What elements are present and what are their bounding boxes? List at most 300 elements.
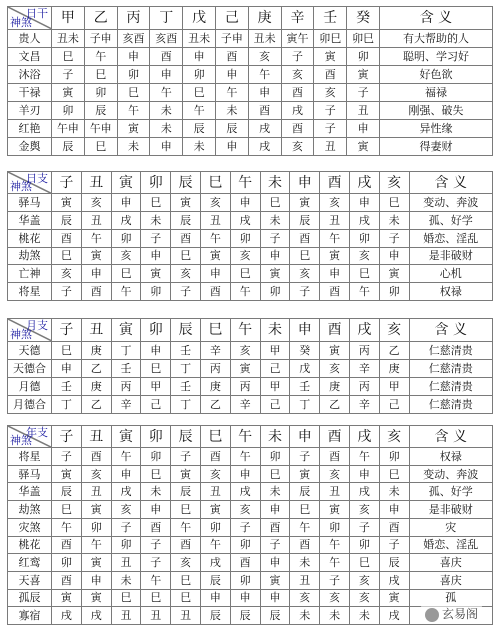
table-cell: 酉: [379, 518, 409, 536]
column-header: 申: [290, 426, 320, 448]
table-cell: 申: [117, 47, 150, 65]
row-meaning: 刚强、破失: [379, 101, 492, 119]
table-cell: 寅: [379, 265, 409, 283]
table-cell: 乙: [81, 359, 111, 377]
corner-bottom-label: 神煞: [10, 180, 32, 194]
row-name: 干禄: [8, 83, 52, 101]
table-cell: 酉: [200, 283, 230, 301]
column-header: 午: [230, 426, 260, 448]
column-header: 未: [260, 319, 290, 342]
column-header: 子: [52, 426, 82, 448]
table-cell: 申: [183, 47, 216, 65]
row-meaning: 福禄: [379, 83, 492, 101]
table-cell: 酉: [281, 119, 314, 137]
table-cell: 丙: [349, 377, 379, 395]
row-name: 天喜: [8, 571, 52, 589]
table-cell: 酉: [81, 283, 111, 301]
table-cell: 寅: [81, 589, 111, 607]
corner-bottom-label: 神煞: [10, 327, 32, 341]
table-cell: 亥: [111, 501, 141, 519]
row-meaning: 孤: [409, 589, 492, 607]
table-row: [8, 137, 493, 155]
row-meaning: 孤、好学: [409, 212, 492, 230]
table-cell: 子: [141, 554, 171, 572]
table-cell: 午: [200, 229, 230, 247]
table-row: [8, 377, 493, 395]
table-cell: 丁: [171, 395, 201, 413]
corner-top-label: 日支: [26, 172, 48, 185]
watermark: 玄易阁: [421, 604, 482, 623]
table-cell: 申: [141, 247, 171, 265]
table-cell: 未: [141, 212, 171, 230]
table-cell: 寅: [52, 465, 82, 483]
table-cell: 午: [150, 83, 183, 101]
table-cell: 午: [320, 554, 350, 572]
table-cell: 戌: [111, 212, 141, 230]
column-header: 卯: [141, 319, 171, 342]
table-row: [8, 465, 493, 483]
table-cell: 寅: [290, 465, 320, 483]
table-cell: 丑: [81, 212, 111, 230]
row-name: 华盖: [8, 212, 52, 230]
table-cell: 酉: [52, 229, 82, 247]
column-header: 辰: [171, 172, 201, 194]
table-cell: 酉: [215, 47, 248, 65]
table-cell: 巳: [141, 359, 171, 377]
corner-cell: [8, 319, 52, 342]
table-cell: 寅: [117, 119, 150, 137]
table-cell: 辰: [171, 212, 201, 230]
table-cell: 未: [111, 571, 141, 589]
account-logo-icon: [425, 608, 439, 622]
table-cell: 戌: [200, 554, 230, 572]
table-cell: 子: [281, 47, 314, 65]
row-name: 将星: [8, 283, 52, 301]
table-cell: 卯: [183, 65, 216, 83]
table-cell: 亥: [230, 501, 260, 519]
table-cell: 卯: [81, 518, 111, 536]
section-day-branch: [7, 171, 493, 301]
table-cell: 甲: [379, 377, 409, 395]
table-cell: 己: [141, 395, 171, 413]
table-cell: 戌: [349, 212, 379, 230]
table-cell: 申: [230, 194, 260, 212]
table-cell: 巳: [111, 589, 141, 607]
table-row: [8, 589, 493, 607]
table-cell: 乙: [379, 341, 409, 359]
table-cell: 午: [349, 283, 379, 301]
table-cell: 壬: [290, 377, 320, 395]
table-cell: 卯: [230, 571, 260, 589]
table-cell: 巳: [349, 554, 379, 572]
row-name: 红艳: [8, 119, 52, 137]
column-header: 辛: [281, 7, 314, 30]
table-cell: 丑: [171, 607, 201, 625]
table-cell: 申: [111, 194, 141, 212]
column-header: 未: [260, 426, 290, 448]
meaning-header: 含 义: [409, 319, 492, 342]
table-cell: 申: [260, 501, 290, 519]
column-header: 亥: [379, 172, 409, 194]
table-cell: 辰: [84, 101, 117, 119]
table-cell: 丑: [290, 571, 320, 589]
table-cell: 亥: [230, 247, 260, 265]
table-cell: 戌: [81, 607, 111, 625]
table-cell: 卯: [349, 229, 379, 247]
table-cell: 亥: [349, 247, 379, 265]
column-header: 己: [215, 7, 248, 30]
table-cell: 卯: [200, 518, 230, 536]
table-cell: 卯: [379, 448, 409, 466]
table-cell: 寅: [260, 265, 290, 283]
table-cell: 丙: [230, 377, 260, 395]
table-cell: 子: [141, 536, 171, 554]
table-cell: 午: [81, 229, 111, 247]
table-cell: 巳: [52, 247, 82, 265]
table-cell: 寅: [171, 465, 201, 483]
table-cell: 辰: [260, 607, 290, 625]
table-cell: 丑: [314, 137, 347, 155]
table-cell: 巳: [52, 501, 82, 519]
column-header: 丑: [81, 426, 111, 448]
table-cell: 酉: [281, 83, 314, 101]
table-cell: 巳: [111, 265, 141, 283]
table-cell: 亥: [200, 194, 230, 212]
table-cell: 壬: [111, 359, 141, 377]
table-cell: 寅: [200, 501, 230, 519]
table-cell: 申: [320, 265, 350, 283]
table-row: [8, 536, 493, 554]
table-cell: 酉: [290, 536, 320, 554]
table-cell: 辰: [379, 554, 409, 572]
column-header: 子: [52, 319, 82, 342]
column-header: 卯: [141, 426, 171, 448]
table-cell: 辰: [52, 483, 82, 501]
table-cell: 未: [260, 483, 290, 501]
table-cell: 巳: [141, 589, 171, 607]
corner-cell: [8, 172, 52, 194]
table-cell: 戊: [290, 359, 320, 377]
column-header: 酉: [320, 319, 350, 342]
table-cell: 申: [260, 589, 290, 607]
section-month-branch: [7, 318, 493, 414]
table-cell: 乙: [81, 395, 111, 413]
corner-cell: [8, 7, 52, 30]
column-header: 卯: [141, 172, 171, 194]
table-cell: 庚: [81, 341, 111, 359]
table-cell: 午: [183, 101, 216, 119]
meaning-header: 含 义: [409, 426, 492, 448]
table-cell: 巳: [117, 83, 150, 101]
table-cell: 亥: [281, 65, 314, 83]
table-cell: 卯: [141, 448, 171, 466]
corner-top-label: 日干: [26, 7, 48, 20]
table-cell: 巳: [183, 83, 216, 101]
section-year-branch: [7, 425, 493, 625]
table-cell: 亥: [349, 571, 379, 589]
table-row: [8, 607, 493, 625]
row-name: 金舆: [8, 137, 52, 155]
table-cell: 戌: [248, 137, 281, 155]
column-header: 申: [290, 319, 320, 342]
table-cell: 亥: [290, 589, 320, 607]
table-cell: 辰: [215, 119, 248, 137]
table-cell: 未: [379, 212, 409, 230]
table-cell: 酉: [320, 283, 350, 301]
table-cell: 卯巳: [347, 29, 380, 47]
table-cell: 卯: [111, 536, 141, 554]
table-row: [8, 229, 493, 247]
row-meaning: 异性缘: [379, 119, 492, 137]
table-row: [8, 395, 493, 413]
table-cell: 未: [349, 607, 379, 625]
row-meaning: 变动、奔波: [409, 194, 492, 212]
table-cell: 申: [215, 65, 248, 83]
row-meaning: 是非破财: [409, 247, 492, 265]
table-cell: 午: [111, 448, 141, 466]
table-cell: 壬: [52, 377, 82, 395]
table-cell: 辰: [200, 607, 230, 625]
section-day-stem: [7, 6, 493, 156]
table-cell: 子: [379, 536, 409, 554]
row-name: 贵人: [8, 29, 52, 47]
table-cell: 子: [347, 83, 380, 101]
table-cell: 卯: [52, 101, 85, 119]
table-cell: 子: [141, 229, 171, 247]
corner-bottom-label: 神煞: [10, 434, 32, 448]
table-row: [8, 518, 493, 536]
header-row: [8, 172, 493, 194]
table-cell: 辰: [52, 212, 82, 230]
row-meaning: 仁慈清贵: [409, 341, 492, 359]
table-cell: 丑: [200, 212, 230, 230]
table-cell: 申: [260, 554, 290, 572]
table-cell: 午: [320, 536, 350, 554]
table-cell: 丑: [320, 483, 350, 501]
table-cell: 子: [260, 536, 290, 554]
table-cell: 卯: [320, 518, 350, 536]
table-cell: 午: [117, 101, 150, 119]
row-meaning: 喜庆: [409, 554, 492, 572]
table-cell: 子: [171, 448, 201, 466]
row-meaning: 有大帮助的人: [379, 29, 492, 47]
meaning-header: 含 义: [409, 172, 492, 194]
table-cell: 酉: [52, 536, 82, 554]
row-meaning: 孤、好学: [409, 483, 492, 501]
table-cell: 申: [150, 137, 183, 155]
table-cell: 巳: [171, 589, 201, 607]
table-row: [8, 501, 493, 519]
table-cell: 卯: [117, 65, 150, 83]
table-cell: 庚: [200, 377, 230, 395]
table-cell: 未: [141, 483, 171, 501]
table-cell: 子: [111, 518, 141, 536]
row-name: 桃花: [8, 229, 52, 247]
table-cell: 寅: [81, 501, 111, 519]
table-cell: 酉: [81, 448, 111, 466]
table-cell: 巳: [171, 501, 201, 519]
table-cell: 午: [320, 229, 350, 247]
row-name: 劫煞: [8, 247, 52, 265]
table-cell: 寅: [260, 571, 290, 589]
table-cell: 庚: [379, 359, 409, 377]
column-header: 壬: [314, 7, 347, 30]
table-cell: 卯: [260, 283, 290, 301]
table-cell: 亥: [200, 465, 230, 483]
table-cell: 午: [84, 47, 117, 65]
column-header: 戌: [349, 172, 379, 194]
table-cell: 寅: [141, 265, 171, 283]
table-cell: 辰: [183, 119, 216, 137]
table-cell: 午: [215, 83, 248, 101]
table-cell: 未: [215, 101, 248, 119]
meaning-header: 含 义: [379, 7, 492, 30]
table-cell: 巳: [290, 247, 320, 265]
table-cell: 午: [290, 518, 320, 536]
table-cell: 亥: [290, 265, 320, 283]
table-cell: 巳: [84, 137, 117, 155]
row-meaning: 心机: [409, 265, 492, 283]
table-cell: 丙: [200, 359, 230, 377]
table-cell: 巳: [379, 465, 409, 483]
corner-top-label: 年支: [26, 426, 48, 439]
table-cell: 子: [52, 283, 82, 301]
table-cell: 申: [150, 65, 183, 83]
table-cell: 己: [379, 395, 409, 413]
row-name: 驿马: [8, 465, 52, 483]
row-name: 将星: [8, 448, 52, 466]
table-cell: 庚: [320, 377, 350, 395]
table-cell: 申: [230, 589, 260, 607]
table-cell: 辛: [349, 359, 379, 377]
table-cell: 未: [150, 101, 183, 119]
table-cell: 未: [260, 212, 290, 230]
table-cell: 申: [379, 501, 409, 519]
header-row: [8, 426, 493, 448]
table-cell: 午申: [52, 119, 85, 137]
table-cell: 子: [260, 229, 290, 247]
table-cell: 申: [200, 265, 230, 283]
column-header: 酉: [320, 172, 350, 194]
table-cell: 亥: [349, 501, 379, 519]
table-cell: 酉: [248, 101, 281, 119]
table-cell: 卯巳: [314, 29, 347, 47]
table-cell: 午: [81, 536, 111, 554]
row-name: 灾煞: [8, 518, 52, 536]
table-cell: 寅: [52, 83, 85, 101]
table-cell: 辰: [52, 137, 85, 155]
table-cell: 亥: [320, 465, 350, 483]
table-cell: 辛: [349, 395, 379, 413]
row-meaning: 聪明、学习好: [379, 47, 492, 65]
table-cell: 子: [349, 518, 379, 536]
header-row: [8, 319, 493, 342]
table-row: [8, 359, 493, 377]
table-cell: 巳: [171, 247, 201, 265]
column-header: 午: [230, 319, 260, 342]
table-cell: 卯: [349, 536, 379, 554]
table-cell: 卯: [141, 283, 171, 301]
table-cell: 子: [52, 448, 82, 466]
table-cell: 戌: [379, 607, 409, 625]
table-cell: 巳: [52, 341, 82, 359]
table-cell: 寅: [379, 589, 409, 607]
table-cell: 丁: [52, 395, 82, 413]
column-header: 戌: [349, 426, 379, 448]
table-cell: 戌: [230, 483, 260, 501]
table-row: [8, 47, 493, 65]
table-cell: 申: [379, 247, 409, 265]
column-header: 巳: [200, 172, 230, 194]
table-cell: 未: [290, 607, 320, 625]
table-cell: 卯: [84, 83, 117, 101]
table-cell: 戌: [349, 483, 379, 501]
table-cell: 子申: [84, 29, 117, 47]
row-meaning: 好色欲: [379, 65, 492, 83]
table-cell: 辛: [230, 395, 260, 413]
table-cell: 巳: [52, 47, 85, 65]
table-cell: 辛: [200, 341, 230, 359]
table-cell: 酉: [230, 554, 260, 572]
table-row: [8, 341, 493, 359]
column-header: 酉: [320, 426, 350, 448]
table-cell: 寅: [347, 137, 380, 155]
table-cell: 午: [349, 448, 379, 466]
table-cell: 辰: [171, 483, 201, 501]
table-cell: 丙: [349, 341, 379, 359]
table-row: [8, 571, 493, 589]
row-name: 华盖: [8, 483, 52, 501]
table-cell: 卯: [347, 47, 380, 65]
table-cell: 申: [349, 465, 379, 483]
column-header: 巳: [200, 426, 230, 448]
table-cell: 酉: [290, 229, 320, 247]
table-cell: 丑: [111, 607, 141, 625]
column-header: 亥: [379, 426, 409, 448]
row-meaning: 得妻财: [379, 137, 492, 155]
column-header: 戊: [183, 7, 216, 30]
table-cell: 酉: [150, 47, 183, 65]
row-name: 文昌: [8, 47, 52, 65]
table-cell: 辰: [200, 571, 230, 589]
table-row: [8, 448, 493, 466]
table-cell: 亥: [81, 465, 111, 483]
table-cell: 乙: [320, 395, 350, 413]
table-cell: 申: [141, 341, 171, 359]
table-cell: 申: [81, 265, 111, 283]
column-header: 午: [230, 172, 260, 194]
table-cell: 午: [141, 571, 171, 589]
table-cell: 寅: [290, 194, 320, 212]
column-header: 寅: [111, 172, 141, 194]
row-name: 红鸾: [8, 554, 52, 572]
table-cell: 卯: [379, 283, 409, 301]
table-cell: 亥: [248, 47, 281, 65]
row-meaning: 权禄: [409, 283, 492, 301]
table-cell: 寅: [347, 65, 380, 83]
column-header: 辰: [171, 426, 201, 448]
table-row: [8, 247, 493, 265]
table-row: [8, 101, 493, 119]
table-cell: 寅午: [281, 29, 314, 47]
table-cell: 丑未: [52, 29, 85, 47]
table-cell: 戌: [281, 101, 314, 119]
table-cell: 辛: [111, 395, 141, 413]
table-cell: 未: [379, 483, 409, 501]
row-name: 沐浴: [8, 65, 52, 83]
column-header: 庚: [248, 7, 281, 30]
table-cell: 未: [183, 137, 216, 155]
